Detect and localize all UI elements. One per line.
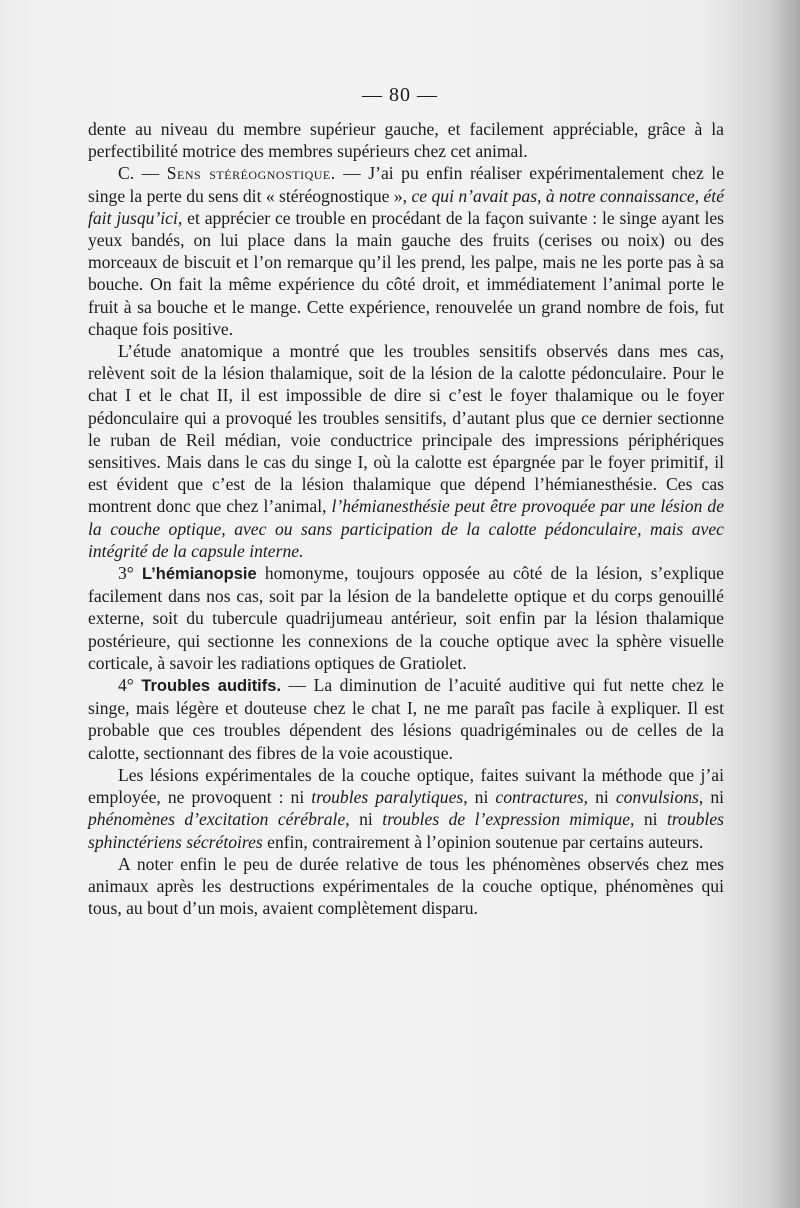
paragraph-stereognostic: [88, 162, 724, 340]
paragraph-text: L’étude anatomique a montré que les troubles sensitifs observés dans mes cas, relèvent soit de la lésion thalamique, soit de la lésion de la calotte pédonculaire. Pour le chat I et le chat II, il est impossible de dire si c’est le foyer thalamique ou le foyer pédonculaire qui a provoqué les troubles sensitifs, d’autant plus que ce dernier sectionne le ruban de Reil médian, voie conductrice principale des impressions périphériques sensitives. Mais dans le cas du singe I, où la calotte est épargnée par le foyer primitif, il est évident que c’est de la lésion thalamique que dépend l’hémianesthésie. Ces cas montrent donc que chez l’animal,: [88, 341, 724, 517]
paragraph-text: , ni: [345, 809, 383, 830]
paragraph-text: A noter enfin le peu de durée relative de tous les phénomènes observés chez mes animaux après les destructions expérimentales de la couche optique, phénomènes qui tous, au bout d’un mois, avaient complètement disparu.: [88, 853, 724, 919]
section-heading-stereognostic: Sens stéréognostique.: [166, 163, 336, 184]
italic-text: convulsions: [615, 787, 699, 808]
paragraph-lesions: [88, 764, 724, 853]
paragraph-text: , ni: [698, 787, 724, 808]
page-number: — 80 —: [362, 84, 438, 106]
paragraph-auditory: [88, 674, 724, 764]
paragraph-text: et apprécier ce trouble en procédant de la façon suivante : le singe ayant les yeux bandés, on lui place dans la main gauche des fruits (cerises ou noix) ou des morceaux de biscuit et l’on remarque qu’il les prend, les palpe, mais ne les porte pas à sa bouche. On fait la même expérience du côté droit, et immédiatement l’animal porte le fruit à sa bouche et le mange. Cette expérience, renouvelée un grand nombre de fois, fut chaque fois positive.: [88, 207, 725, 339]
italic-text: contractures: [495, 787, 584, 808]
italic-text: troubles de l’expression mimique: [382, 809, 631, 830]
section-heading-auditory: Troubles auditifs.: [141, 677, 282, 696]
section-number: 4°: [118, 675, 142, 696]
paragraph-conclusion: [88, 853, 724, 920]
section-number: 3°: [118, 563, 143, 584]
italic-text: troubles paralytiques: [311, 787, 464, 808]
body-text: [88, 118, 724, 919]
italic-text: ce qui n’avait pas, à notre connaissance, été fait jusqu’ici,: [88, 185, 725, 228]
section-heading-hemianopsia: L’hémianopsie: [142, 565, 257, 584]
paragraph-text: homonyme, toujours opposée au côté de la lésion, s’explique facilement dans nos cas, soit par la lésion de la bandelette optique et du corps genouillé externe, soit du tubercule quadrijumeau antérieur, soit enfin par la lésion thalamique postérieure, qui sectionne les connexions de la couche optique avec la sphère visuelle corticale, à savoir les radiations optiques de Gratiolet.: [88, 563, 724, 673]
paragraph-text: enfin, contrairement à l’opinion soutenue par certains auteurs.: [262, 831, 704, 852]
italic-text: phénomènes d’excitation cérébrale: [88, 809, 346, 830]
paragraph-text: , ni: [630, 809, 667, 830]
paragraph-text: , ni: [463, 787, 496, 808]
paragraph-anatomy: [88, 340, 724, 562]
paragraph-text: — J’ai pu enfin réaliser expérimentalement chez le singe la perte du sens dit « stéréognostique »,: [88, 163, 724, 206]
italic-text: troubles sphinctériens sécrétoires: [88, 809, 724, 852]
italic-text: l’hémianesthésie peut être provoquée par une lésion de la couche optique, avec ou sans participation de la calotte pédonculaire, mais avec intégrité de la capsule interne.: [88, 496, 725, 561]
paragraph-text: Les lésions expérimentales de la couche optique, faites suivant la méthode que j’ai employée, ne provoquent : ni: [88, 764, 724, 808]
paragraph-hemianopsia: [88, 562, 724, 674]
paragraph-text: , ni: [583, 787, 616, 808]
section-prefix: C. —: [118, 163, 167, 184]
paragraph-continuation: [88, 118, 724, 162]
paragraph-text: dente au niveau du membre supérieur gauche, et facilement appréciable, grâce à la perfectibilité motrice des membres supérieurs chez cet animal.: [88, 119, 724, 162]
paragraph-text: — La diminution de l’acuité auditive qui fut nette chez le singe, mais légère et douteuse chez le chat I, ne me paraît pas facile à expliquer. Il est probable que ces troubles dépendent des lésions quadrigéminales ou de celles de la calotte, sectionnant des fibres de la voie acoustique.: [88, 675, 724, 763]
